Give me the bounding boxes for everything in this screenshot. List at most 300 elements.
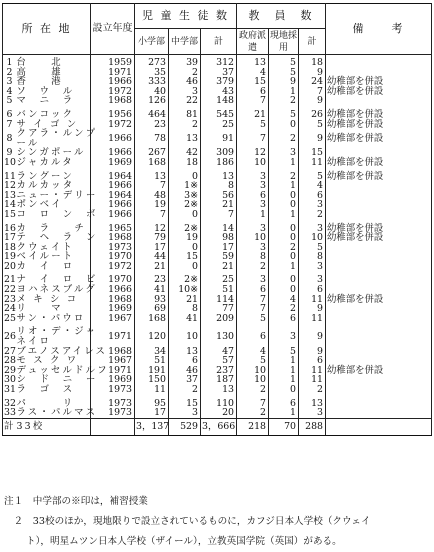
cell-tt: 3 — [299, 408, 326, 418]
cell-name: サ イ ゴ ン — [15, 120, 91, 130]
cell-jh: 81 — [169, 106, 201, 120]
cell-no: 6 — [3, 106, 15, 120]
cell-year: 1966 — [91, 285, 135, 295]
cell-rem: 幼稚部を併設 — [326, 233, 432, 243]
table-row — [3, 55, 432, 68]
cell-tt: 5 — [299, 168, 326, 182]
cell-total: 114 — [201, 295, 237, 305]
cell-rem: 幼稚部を併設 — [326, 295, 432, 305]
cell-disp: 3 — [237, 200, 269, 210]
cell-jh: 2※ — [169, 200, 201, 210]
header-teachers-total: 計 — [299, 29, 326, 55]
cell-jh: 2※ — [169, 271, 201, 285]
cell-tt: 6 — [299, 191, 326, 201]
cell-no: 5 — [3, 96, 15, 106]
cell-local: 6 — [269, 314, 299, 324]
cell-jh: 46 — [169, 77, 201, 87]
table-row — [3, 168, 432, 182]
cell-local: 0 — [269, 233, 299, 243]
cell-no: 30 — [4, 374, 16, 386]
cell-total: 25 — [201, 271, 237, 285]
cell-name: シ ド ニ ー — [16, 374, 98, 386]
cell-total: 13 — [201, 168, 237, 182]
cell-year: 1970 — [91, 252, 135, 262]
cell-tt: 11 — [299, 314, 326, 324]
cell-local: 1 — [269, 366, 299, 376]
cell-year: 1956 — [91, 106, 135, 120]
cell-year: 1966 — [91, 148, 135, 158]
cell-jh: 42 — [169, 148, 201, 158]
cell-local: 1 — [269, 375, 299, 385]
cell-name: ジャカルタ — [15, 158, 91, 168]
cell-total: 186 — [201, 158, 237, 168]
cell-total: 3，666 — [201, 418, 237, 435]
cell-total: 59 — [201, 252, 237, 262]
cell-elem: 168 — [135, 158, 169, 168]
cell-name: バンコック — [15, 106, 91, 120]
cell-name: ヨハネスブルグ — [16, 284, 97, 296]
cell-rem — [326, 243, 432, 253]
cell-local: 5 — [269, 106, 299, 120]
cell-disp: 21 — [237, 106, 269, 120]
cell-no: 計 — [3, 418, 15, 435]
cell-tt: 9 — [299, 323, 326, 346]
cell-total: 8 — [201, 181, 237, 191]
cell-total: 13 — [201, 385, 237, 395]
table-row — [3, 408, 432, 418]
cell-disp: 5 — [237, 314, 269, 324]
cell-elem: 23 — [135, 271, 169, 285]
cell-total: 25 — [201, 120, 237, 130]
cell-tt: 11 — [299, 295, 326, 305]
cell-tt: 6 — [299, 285, 326, 295]
cell-elem: 150 — [135, 375, 169, 385]
cell-tt: 11 — [299, 375, 326, 385]
cell-name: ラス・パルマス — [16, 407, 98, 419]
cell-no: 4 — [3, 87, 15, 97]
table-row — [3, 385, 432, 395]
cell-tt: 3 — [299, 200, 326, 210]
cell-local: 6 — [269, 395, 299, 409]
cell-no: 23 — [4, 293, 16, 305]
cell-elem: 79 — [135, 233, 169, 243]
cell-jh: 39 — [169, 55, 201, 68]
cell-jh: 18 — [169, 158, 201, 168]
cell-name: コ ロ ン ボ — [16, 208, 98, 220]
cell-year: 1972 — [91, 120, 135, 130]
cell-no: 27 — [4, 345, 16, 357]
cell-disp: 2 — [237, 408, 269, 418]
cell-total: 20 — [201, 408, 237, 418]
school-statistics-table-container — [2, 3, 431, 436]
cell-name: ラ ゴ ス — [15, 385, 91, 395]
cell-rem: 幼稚部を併設 — [326, 168, 432, 182]
cell-no: 26 — [3, 323, 15, 346]
cell-elem: 120 — [135, 323, 169, 346]
cell-jh: 13 — [169, 129, 201, 148]
cell-elem: 333 — [135, 77, 169, 87]
cell-local: 0 — [269, 200, 299, 210]
cell-year: 1959 — [91, 55, 135, 68]
cell-rem — [326, 375, 432, 385]
header-location: 所 在 地 — [3, 4, 91, 55]
footnotes — [4, 492, 432, 552]
footnote-1: 注１ 中学部の※印は，補習授業 — [4, 496, 148, 507]
cell-rem — [326, 252, 432, 262]
cell-disp: 1 — [237, 210, 269, 220]
cell-local: 1 — [269, 408, 299, 418]
cell-local: 9 — [269, 77, 299, 87]
cell-local: 0 — [269, 271, 299, 285]
table-body — [3, 55, 432, 436]
cell-no: 2 — [3, 68, 15, 78]
cell-total: 57 — [201, 356, 237, 366]
cell-elem: 51 — [135, 356, 169, 366]
cell-total: 148 — [201, 96, 237, 106]
table-row — [3, 96, 432, 106]
cell-jh: 10 — [169, 323, 201, 346]
cell-elem: 40 — [135, 87, 169, 97]
cell-jh: 529 — [169, 418, 201, 435]
cell-no: 17 — [4, 232, 16, 244]
cell-year: 1969 — [91, 304, 135, 314]
cell-local: 2 — [269, 129, 299, 148]
cell-no: 19 — [4, 251, 16, 263]
table-row — [3, 323, 432, 346]
cell-name: ボンベイ — [15, 200, 91, 210]
cell-rem: 幼稚部を併設 — [326, 158, 432, 168]
cell-jh: 0 — [169, 243, 201, 253]
cell-year: 1968 — [91, 233, 135, 243]
cell-elem: 93 — [135, 295, 169, 305]
header-students-total: 計 — [201, 29, 237, 55]
cell-jh: 46 — [169, 366, 201, 376]
table-row — [3, 210, 432, 220]
cell-year: 1969 — [91, 375, 135, 385]
cell-jh: 0 — [169, 262, 201, 272]
cell-name: モ ス ク ワ — [15, 356, 91, 366]
cell-year: 1966 — [91, 77, 135, 87]
cell-year: 1967 — [91, 314, 135, 324]
cell-tt: 4 — [299, 181, 326, 191]
cell-elem: 17 — [135, 408, 169, 418]
cell-total: 312 — [201, 55, 237, 68]
cell-total: 14 — [201, 220, 237, 234]
cell-year: 1965 — [91, 220, 135, 234]
cell-no: 14 — [4, 199, 16, 211]
cell-elem: 34 — [135, 347, 169, 357]
cell-name: シンガポール — [15, 148, 91, 158]
cell-elem: 12 — [135, 220, 169, 234]
cell-local: 1 — [269, 87, 299, 97]
cell-tt: 8 — [299, 252, 326, 262]
cell-rem — [326, 418, 432, 435]
header-local: 現地採用 — [270, 30, 298, 53]
cell-elem: 78 — [135, 129, 169, 148]
cell-year: 1971 — [91, 323, 135, 346]
cell-name: サン・パウロ — [15, 314, 91, 324]
cell-name: クアラ・ルンプ ール — [16, 128, 98, 149]
cell-name: 33校 — [15, 418, 91, 435]
cell-local: 1 — [269, 158, 299, 168]
cell-name: ラングーン — [15, 168, 91, 182]
cell-jh: 10※ — [169, 285, 201, 295]
cell-local: 0 — [269, 285, 299, 295]
cell-name: デュッセルドルフ — [16, 364, 109, 376]
cell-total: 130 — [201, 323, 237, 346]
cell-elem: 464 — [135, 106, 169, 120]
cell-tt: 5 — [299, 243, 326, 253]
cell-year: 1968 — [91, 96, 135, 106]
cell-elem: 48 — [135, 191, 169, 201]
cell-name: 高 雄 — [15, 68, 91, 78]
cell-total: 43 — [201, 87, 237, 97]
cell-tt: 9 — [299, 304, 326, 314]
cell-total: 237 — [201, 366, 237, 376]
cell-rem — [326, 181, 432, 191]
cell-elem: 41 — [135, 285, 169, 295]
cell-local: 2 — [269, 304, 299, 314]
cell-local: 2 — [269, 168, 299, 182]
cell-tt: 9 — [299, 129, 326, 148]
cell-jh: 15 — [169, 395, 201, 409]
cell-total: 379 — [201, 77, 237, 87]
cell-rem — [326, 408, 432, 418]
cell-elem: 168 — [135, 314, 169, 324]
cell-jh: 37 — [169, 375, 201, 385]
cell-tt: 11 — [299, 366, 326, 376]
cell-disp: 3 — [237, 271, 269, 285]
cell-tt: 288 — [299, 418, 326, 435]
cell-name: クウェイト — [15, 243, 91, 253]
cell-local: 5 — [269, 68, 299, 78]
cell-rem — [326, 347, 432, 357]
cell-name: 香 港 — [15, 77, 91, 87]
cell-disp: 7 — [237, 304, 269, 314]
cell-rem: 幼稚部を併設 — [326, 220, 432, 234]
cell-elem: 69 — [135, 304, 169, 314]
cell-jh: 2 — [169, 385, 201, 395]
total-row — [3, 418, 432, 435]
cell-local: 1 — [269, 356, 299, 366]
cell-rem: 幼稚部を併設 — [326, 77, 432, 87]
cell-disp: 7 — [237, 295, 269, 305]
cell-no: 31 — [4, 384, 16, 395]
cell-year: 1973 — [91, 408, 135, 418]
cell-disp: 7 — [237, 395, 269, 409]
cell-rem — [326, 304, 432, 314]
cell-jh: 19 — [169, 233, 201, 243]
cell-jh: 22 — [169, 96, 201, 106]
cell-disp: 10 — [237, 158, 269, 168]
table-row — [3, 271, 432, 285]
cell-jh: 0 — [169, 168, 201, 182]
cell-local: 1 — [269, 262, 299, 272]
cell-total: 545 — [201, 106, 237, 120]
table-row — [3, 106, 432, 120]
cell-no: 22 — [4, 284, 16, 296]
cell-name: 台 北 — [15, 55, 91, 68]
cell-total: 7 — [201, 210, 237, 220]
school-statistics-table — [2, 3, 432, 436]
cell-no: 8 — [3, 129, 15, 148]
cell-rem: 幼稚部を併設 — [326, 366, 432, 376]
cell-tt: 9 — [299, 96, 326, 106]
cell-name: ベイルート — [15, 252, 91, 262]
cell-no: 28 — [4, 355, 16, 367]
cell-disp: 7 — [237, 129, 269, 148]
cell-no: 33 — [4, 407, 16, 419]
cell-year: 1973 — [91, 243, 135, 253]
cell-rem — [326, 200, 432, 210]
cell-year: 1971 — [91, 366, 135, 376]
cell-name: リオ・デ・ジャ ネイロ — [15, 323, 91, 346]
cell-total: 37 — [201, 68, 237, 78]
table-header — [3, 4, 432, 55]
cell-name: テ ヘ ラ ン — [16, 232, 98, 244]
table-row — [3, 395, 432, 409]
cell-no: 3 — [3, 77, 15, 87]
cell-disp: 6 — [237, 87, 269, 97]
cell-name: ナ イ ロ ビ — [15, 271, 91, 285]
cell-rem — [326, 395, 432, 409]
cell-total: 51 — [201, 285, 237, 295]
cell-tt: 9 — [299, 68, 326, 78]
cell-year: 1968 — [91, 347, 135, 357]
cell-total: 56 — [201, 191, 237, 201]
cell-tt: 7 — [299, 87, 326, 97]
cell-total: 209 — [201, 314, 237, 324]
cell-total: 77 — [201, 304, 237, 314]
table-row — [3, 191, 432, 201]
cell-jh: 21 — [169, 295, 201, 305]
cell-total: 309 — [201, 148, 237, 158]
cell-disp: 7 — [237, 96, 269, 106]
footnote-2: ２ 33校のほか，現地限りで設立されているものに，カフジ日本人学校（クウェイ — [4, 516, 371, 527]
table-row — [3, 158, 432, 168]
cell-no: 20 — [4, 260, 16, 272]
cell-jh: 2※ — [169, 220, 201, 234]
table-row — [3, 129, 432, 148]
cell-no: 1 — [3, 55, 15, 68]
cell-no: 15 — [4, 208, 16, 220]
header-teachers: 教 員 数 — [237, 4, 326, 29]
cell-tt: 2 — [299, 385, 326, 395]
cell-tt: 6 — [299, 356, 326, 366]
cell-jh: 15 — [169, 252, 201, 262]
cell-disp: 10 — [237, 375, 269, 385]
cell-name: カルカッタ — [15, 181, 91, 191]
cell-disp: 3 — [237, 243, 269, 253]
cell-year: 1964 — [91, 168, 135, 182]
cell-disp: 218 — [237, 418, 269, 435]
cell-total: 21 — [201, 200, 237, 210]
cell-jh: 0 — [169, 210, 201, 220]
header-remarks: 備 考 — [326, 4, 432, 55]
cell-year: 1966 — [91, 200, 135, 210]
cell-year: 1966 — [91, 210, 135, 220]
cell-local: 1 — [269, 181, 299, 191]
cell-tt: 2 — [299, 210, 326, 220]
cell-rem — [326, 271, 432, 285]
cell-elem: 13 — [135, 168, 169, 182]
cell-rem — [326, 191, 432, 201]
cell-disp: 5 — [237, 356, 269, 366]
cell-tt: 24 — [299, 77, 326, 87]
cell-local: 1 — [269, 210, 299, 220]
cell-local: 0 — [269, 385, 299, 395]
cell-elem: 267 — [135, 148, 169, 158]
cell-elem: 7 — [135, 181, 169, 191]
cell-jh: 2 — [169, 68, 201, 78]
cell-tt: 10 — [299, 233, 326, 243]
cell-disp: 10 — [237, 233, 269, 243]
cell-year: 1967 — [91, 356, 135, 366]
cell-elem: 17 — [135, 243, 169, 253]
cell-elem: 35 — [135, 68, 169, 78]
cell-total: 110 — [201, 395, 237, 409]
cell-disp: 2 — [237, 262, 269, 272]
cell-year: 1971 — [91, 68, 135, 78]
cell-tt: 9 — [299, 347, 326, 357]
cell-disp: 3 — [237, 181, 269, 191]
cell-year: 1970 — [91, 271, 135, 285]
cell-disp: 13 — [237, 55, 269, 68]
cell-no: 12 — [4, 180, 16, 192]
cell-year: 1973 — [91, 385, 135, 395]
cell-rem — [326, 314, 432, 324]
cell-local: 0 — [269, 120, 299, 130]
cell-elem: 23 — [135, 120, 169, 130]
cell-local: 0 — [269, 191, 299, 201]
cell-rem — [326, 323, 432, 346]
cell-disp: 2 — [237, 385, 269, 395]
cell-no: 29 — [4, 364, 16, 376]
cell-year: 1968 — [91, 295, 135, 305]
cell-year: 1969 — [91, 158, 135, 168]
cell-disp: 5 — [237, 120, 269, 130]
cell-no: 7 — [3, 120, 15, 130]
cell-name: カ イ ロ — [15, 262, 91, 272]
cell-jh: 1※ — [169, 181, 201, 191]
cell-rem — [326, 210, 432, 220]
cell-elem: 95 — [135, 395, 169, 409]
cell-no: 10 — [4, 156, 16, 168]
cell-name: ニュー・デリー — [16, 189, 98, 201]
cell-tt: 15 — [299, 148, 326, 158]
cell-elem: 19 — [135, 200, 169, 210]
cell-rem: 幼稚部を併設 — [326, 106, 432, 120]
cell-rem — [326, 96, 432, 106]
cell-no: 16 — [3, 220, 15, 234]
header-junior-high: 中学部 — [169, 29, 201, 55]
cell-name: カ ラ チ — [15, 220, 91, 234]
cell-local: 2 — [269, 96, 299, 106]
cell-jh: 3 — [169, 408, 201, 418]
cell-no: 21 — [3, 271, 15, 285]
cell-elem: 21 — [135, 262, 169, 272]
cell-year: 1966 — [91, 181, 135, 191]
cell-year: 1972 — [91, 262, 135, 272]
cell-disp: 12 — [237, 148, 269, 158]
cell-total: 47 — [201, 347, 237, 357]
cell-name: リ マ — [15, 304, 91, 314]
cell-disp: 10 — [237, 366, 269, 376]
cell-total: 98 — [201, 233, 237, 243]
cell-disp: 6 — [237, 323, 269, 346]
cell-rem: 幼稚部を併設 — [326, 129, 432, 148]
cell-tt: 26 — [299, 106, 326, 120]
